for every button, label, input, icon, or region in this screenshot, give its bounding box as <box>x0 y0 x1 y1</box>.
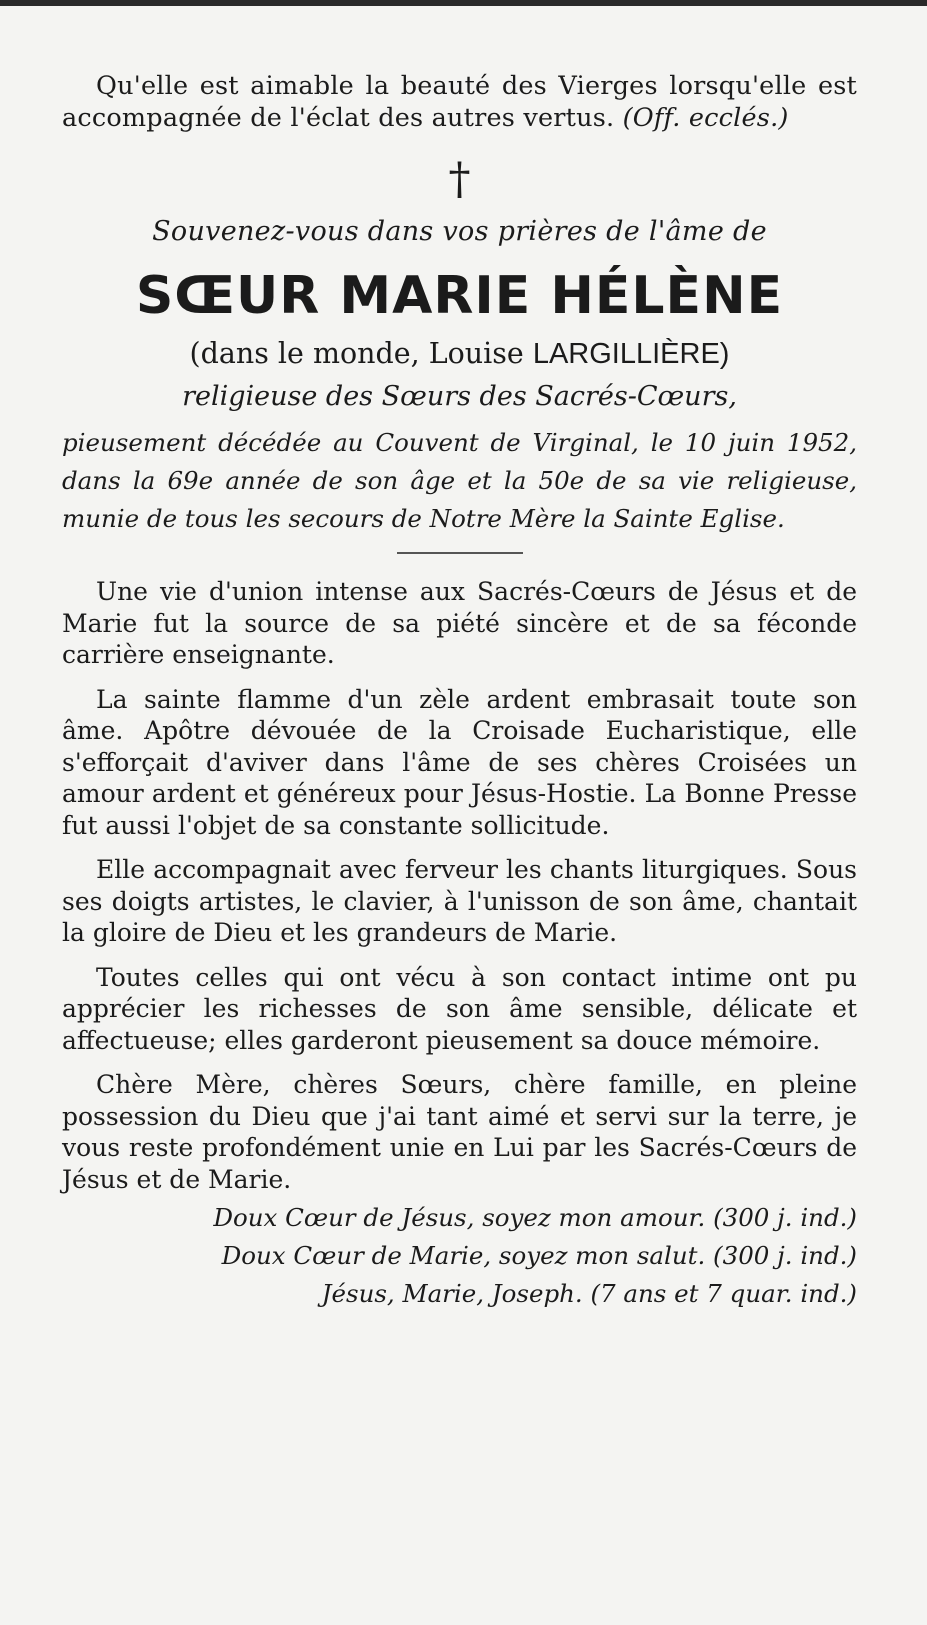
paragraph-liturgy: Elle accompagnait avec ferveur les chants liturgiques. Sous ses doigts artistes, le clavier, à l'unisson de son âme, chantait la gloire de Dieu et les grandeurs de Marie. <box>62 855 857 947</box>
world-name-surname: LARGILLIÈRE) <box>532 338 730 370</box>
world-name <box>62 334 857 374</box>
memorial-card <box>62 70 857 1313</box>
epigraph-text: Qu'elle est aimable la beauté des Vierges lorsqu'elle est accompagnée de l'éclat des autres vertus. <box>62 71 857 133</box>
cross-icon: † <box>448 154 471 205</box>
epigraph-reference: (Off. ecclés.) <box>622 103 789 133</box>
invocation-marie: Doux Cœur de Marie, soyez mon salut. (300 j. ind.) <box>221 1241 857 1270</box>
paragraph-farewell: Chère Mère, chères Sœurs, chère famille, en pleine possession du Dieu que j'ai tant aimé et servi sur la terre, je vous reste profondément unie en Lui par les Sacrés-Cœurs de Jésus et de Marie. <box>62 1070 857 1194</box>
invocation-holy-family: Jésus, Marie, Joseph. (7 ans et 7 quar. ind.) <box>321 1279 857 1308</box>
death-notice: pieusement décédée au Couvent de Virginal, le 10 juin 1952, dans la 69e année de son âge et la 50e de sa vie religieuse, munie de tous les secours de Notre Mère la Sainte Eglise. <box>62 428 857 533</box>
congregation-line: religieuse des Sœurs des Sacrés-Cœurs, <box>182 381 737 412</box>
card-top-edge <box>0 0 927 6</box>
world-name-prefix: (dans le monde, Louise <box>189 337 524 370</box>
paragraph-memory: Toutes celles qui ont vécu à son contact intime ont pu apprécier les richesses de son âme sensible, délicate et affectueuse; elles garderont pieusement sa douce mémoire. <box>62 962 857 1055</box>
section-divider <box>397 552 523 554</box>
epigraph <box>62 70 857 134</box>
deceased-name: SŒUR MARIE HÉLÈNE <box>135 266 784 326</box>
paragraph-zeal: La sainte flamme d'un zèle ardent embrasait toute son âme. Apôtre dévouée de la Croisade Eucharistique, elle s'efforçait d'aviver dans l'âme de ses chères Croisées un amour ardent et généreux pour Jésus-Hostie. La Bonne Presse fut aussi l'objet de sa constante sollicitude. <box>62 684 857 840</box>
paragraph-union: Une vie d'union intense aux Sacrés-Cœurs de Jésus et de Marie fut la source de sa piété sincère et de sa féconde carrière enseignante. <box>62 577 857 669</box>
invocation-jesus: Doux Cœur de Jésus, soyez mon amour. (300 j. ind.) <box>213 1203 857 1232</box>
remember-line: Souvenez-vous dans vos prières de l'âme de <box>152 216 767 247</box>
